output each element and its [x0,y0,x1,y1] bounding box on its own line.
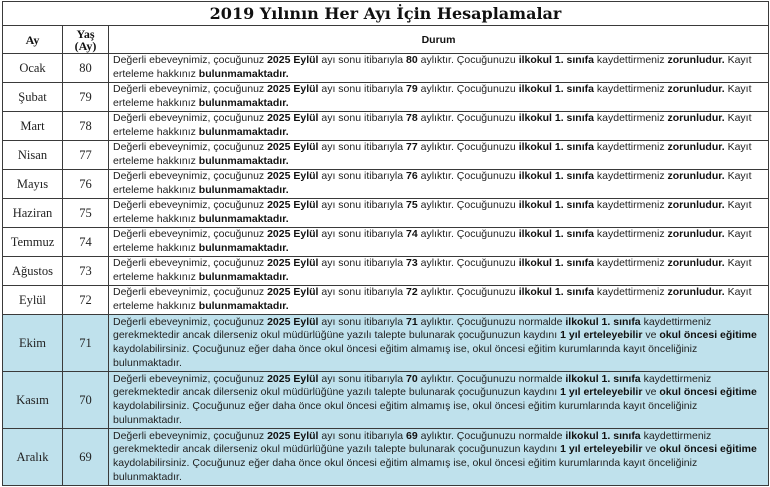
status-text-part: Değerli ebeveynimiz, çocuğunuz [113,315,268,328]
status-cell [109,315,769,372]
month-cell: Aralık [3,429,63,486]
status-text-part: ayı sonu itibarıyla [318,54,407,67]
status-text-part: ilkokul 1. sınıfa [518,170,594,183]
status-text-part: 2025 Eylül [267,372,319,385]
status-text-part: Değerli ebeveynimiz, çocuğunuz [113,112,268,125]
status-text-part: 1 yıl erteleyebilir [560,386,643,399]
status-text-part: ilkokul 1. sınıfa [518,199,594,212]
status-text-part: Değerli ebeveynimiz, çocuğunuz [113,429,268,442]
column-header-month: Ay [3,26,63,54]
column-header-age-line1: Yaş [76,26,95,41]
status-text-part: 2025 Eylül [267,112,319,125]
status-text-part: Kayıt erteleme hakkınız [113,54,752,80]
status-text-part: Değerli ebeveynimiz, çocuğunuz [113,83,268,96]
status-text-part: kaydolabilirsiniz. Çocuğunuz eğer daha önce okul öncesi eğitim almamış ise, okul öncesi eğitim kurumlarında kayıt önceliğiniz bulunmaktadır. [113,343,698,369]
status-text-part: ve [642,329,660,342]
status-text-part: aylıktır. Çocuğunuzu [417,286,519,299]
status-text-part: Kayıt erteleme hakkınız [113,170,752,196]
status-text-part: aylıktır. Çocuğunuzu [417,199,519,212]
status-text-part: aylıktır. Çocuğunuzu [417,54,519,67]
table-row [3,112,769,141]
month-cell: Mayıs [3,170,63,199]
status-text-part: zorunludur. [667,54,725,67]
age-cell: 72 [63,286,109,315]
status-text-part: ayı sonu itibarıyla [318,228,407,241]
status-age-value: 70 [406,372,418,385]
status-age-value: 78 [406,112,418,125]
status-age-value: 72 [406,286,418,299]
status-text-part: Kayıt erteleme hakkınız [113,112,752,138]
age-cell: 70 [63,372,109,429]
table-row [3,429,769,486]
status-text-part: ayı sonu itibarıyla [318,372,407,385]
status-text-part: 2025 Eylül [267,199,319,212]
status-text-part: kaydettirmeniz [593,228,668,241]
status-text-part: ayı sonu itibarıyla [318,199,407,212]
status-cell [109,54,769,83]
table-row [3,141,769,170]
status-text-part: Değerli ebeveynimiz, çocuğunuz [113,54,268,67]
status-text-part: aylıktır. Çocuğunuzu normalde [417,429,566,442]
status-text-part: Değerli ebeveynimiz, çocuğunuz [113,228,268,241]
table-row [3,83,769,112]
status-text-part: bulunmamaktadır. [198,68,289,80]
status-text-part: zorunludur. [667,112,725,125]
status-cell [109,199,769,228]
status-text-part: zorunludur. [667,199,725,212]
status-text-part: kaydettirmeniz [593,54,668,67]
status-text-part: aylıktır. Çocuğunuzu [417,83,519,96]
status-cell [109,170,769,199]
status-cell [109,112,769,141]
status-text-part: kaydolabilirsiniz. Çocuğunuz eğer daha önce okul öncesi eğitim almamış ise, okul öncesi eğitim kurumlarında kayıt önceliğiniz bulunmaktadır. [113,457,698,483]
status-text-part: bulunmamaktadır. [198,126,289,138]
status-text-part: 2025 Eylül [267,83,319,96]
status-text-part: aylıktır. Çocuğunuzu normalde [417,372,566,385]
status-text-part: ayı sonu itibarıyla [318,170,407,183]
table-row [3,54,769,83]
status-age-value: 75 [406,199,418,212]
status-age-value: 80 [406,54,418,67]
status-text-part: zorunludur. [667,170,725,183]
month-cell: Temmuz [3,228,63,257]
status-text-part: 2025 Eylül [267,315,319,328]
status-text-part: kaydettirmeniz gerekmektedir ancak dilerseniz okul müdürlüğüne yazılı talepte bulunarak çocuğunuzun kaydını [113,315,712,342]
status-age-value: 76 [406,170,418,183]
status-text-part: ilkokul 1. sınıfa [518,257,594,270]
status-text-part: zorunludur. [667,286,725,299]
status-text-part: okul öncesi eğitime [659,329,757,342]
status-text-part: bulunmamaktadır. [198,300,289,312]
table-row [3,199,769,228]
status-text-part: kaydettirmeniz [593,141,668,154]
table-title: 2019 Yılının Her Ayı İçin Hesaplamalar [3,2,769,26]
status-text-part: 1 yıl erteleyebilir [560,329,643,342]
status-text-part: Kayıt erteleme hakkınız [113,141,752,167]
status-cell [109,228,769,257]
status-text-part: bulunmamaktadır. [198,155,289,167]
status-text-part: bulunmamaktadır. [198,271,289,283]
age-cell: 76 [63,170,109,199]
status-text-part: bulunmamaktadır. [198,213,289,225]
status-text-part: kaydettirmeniz [593,286,668,299]
status-text-part: Değerli ebeveynimiz, çocuğunuz [113,257,268,270]
status-text-part: ayı sonu itibarıyla [318,257,407,270]
status-text-part: ve [642,386,660,399]
status-age-value: 77 [406,141,418,154]
status-text-part: ayı sonu itibarıyla [318,112,407,125]
status-text-part: 2025 Eylül [267,141,319,154]
status-text-part: ayı sonu itibarıyla [318,141,407,154]
table-row [3,372,769,429]
status-cell [109,141,769,170]
status-text-part: ilkokul 1. sınıfa [518,112,594,125]
age-cell: 78 [63,112,109,141]
status-text-part: aylıktır. Çocuğunuzu [417,170,519,183]
status-text-part: ilkokul 1. sınıfa [518,83,594,96]
status-text-part: aylıktır. Çocuğunuzu [417,257,519,270]
status-text-part: Kayıt erteleme hakkınız [113,228,752,254]
month-cell: Şubat [3,83,63,112]
month-cell: Nisan [3,141,63,170]
status-text-part: aylıktır. Çocuğunuzu [417,141,519,154]
age-cell: 75 [63,199,109,228]
status-age-value: 69 [406,429,418,442]
status-text-part: Değerli ebeveynimiz, çocuğunuz [113,372,268,385]
status-text-part: kaydolabilirsiniz. Çocuğunuz eğer daha önce okul öncesi eğitim almamış ise, okul öncesi eğitim kurumlarında kayıt önceliğiniz bulunmaktadır. [113,400,698,426]
status-text-part: Değerli ebeveynimiz, çocuğunuz [113,286,268,299]
status-text-part: 2025 Eylül [267,429,319,442]
month-cell: Kasım [3,372,63,429]
age-cell: 80 [63,54,109,83]
status-text-part: ilkokul 1. sınıfa [518,228,594,241]
month-cell: Eylül [3,286,63,315]
status-text-part: kaydettirmeniz gerekmektedir ancak dilerseniz okul müdürlüğüne yazılı talepte bulunarak çocuğunuzun kaydını [113,429,712,456]
status-age-value: 79 [406,83,418,96]
header-row [3,26,769,54]
status-text-part: aylıktır. Çocuğunuzu [417,112,519,125]
status-text-part: ayı sonu itibarıyla [318,315,407,328]
age-cell: 77 [63,141,109,170]
status-text-part: zorunludur. [667,228,725,241]
status-text-part: zorunludur. [667,257,725,270]
column-header-status: Durum [109,26,769,54]
month-cell: Ocak [3,54,63,83]
status-text-part: Değerli ebeveynimiz, çocuğunuz [113,170,268,183]
status-text-part: Değerli ebeveynimiz, çocuğunuz [113,141,268,154]
status-text-part: 2025 Eylül [267,286,319,299]
status-text-part: zorunludur. [667,83,725,96]
table-row [3,170,769,199]
age-cell: 71 [63,315,109,372]
age-cell: 74 [63,228,109,257]
status-text-part: kaydettirmeniz [593,199,668,212]
age-cell: 69 [63,429,109,486]
status-text-part: kaydettirmeniz [593,112,668,125]
status-text-part: kaydettirmeniz [593,170,668,183]
status-text-part: kaydettirmeniz [593,257,668,270]
column-header-age [63,26,109,54]
status-text-part: ilkokul 1. sınıfa [565,429,641,442]
month-cell: Ekim [3,315,63,372]
status-text-part: okul öncesi eğitime [659,386,757,399]
status-cell [109,286,769,315]
status-text-part: aylıktır. Çocuğunuzu normalde [417,315,566,328]
age-calculation-table [2,1,769,486]
month-cell: Ağustos [3,257,63,286]
status-text-part: 1 yıl erteleyebilir [560,443,643,456]
status-text-part: okul öncesi eğitime [659,443,757,456]
status-text-part: Kayıt erteleme hakkınız [113,83,752,109]
status-cell [109,429,769,486]
table-row [3,228,769,257]
month-cell: Mart [3,112,63,141]
status-text-part: ayı sonu itibarıyla [318,83,407,96]
status-text-part: Kayıt erteleme hakkınız [113,286,752,312]
calculation-sheet [2,1,768,485]
status-text-part: zorunludur. [667,141,725,154]
status-text-part: bulunmamaktadır. [198,242,289,254]
status-text-part: Değerli ebeveynimiz, çocuğunuz [113,199,268,212]
status-text-part: Kayıt erteleme hakkınız [113,257,752,283]
status-text-part: 2025 Eylül [267,257,319,270]
status-cell [109,372,769,429]
table-row [3,286,769,315]
status-text-part: ilkokul 1. sınıfa [518,54,594,67]
age-cell: 73 [63,257,109,286]
status-text-part: ilkokul 1. sınıfa [518,141,594,154]
status-text-part: ilkokul 1. sınıfa [565,372,641,385]
status-cell [109,257,769,286]
table-row [3,315,769,372]
column-header-age-line2: (Ay) [74,38,97,53]
status-text-part: 2025 Eylül [267,54,319,67]
status-text-part: ve [642,443,660,456]
status-cell [109,83,769,112]
status-text-part: bulunmamaktadır. [198,184,289,196]
status-age-value: 71 [406,315,418,328]
status-text-part: ayı sonu itibarıyla [318,286,407,299]
table-row [3,257,769,286]
status-text-part: 2025 Eylül [267,228,319,241]
status-age-value: 74 [406,228,418,241]
status-text-part: 2025 Eylül [267,170,319,183]
status-text-part: ilkokul 1. sınıfa [518,286,594,299]
status-text-part: bulunmamaktadır. [198,97,289,109]
status-text-part: kaydettirmeniz gerekmektedir ancak dilerseniz okul müdürlüğüne yazılı talepte bulunarak çocuğunuzun kaydını [113,372,712,399]
month-cell: Haziran [3,199,63,228]
age-cell: 79 [63,83,109,112]
status-text-part: aylıktır. Çocuğunuzu [417,228,519,241]
status-text-part: ayı sonu itibarıyla [318,429,407,442]
status-text-part: Kayıt erteleme hakkınız [113,199,752,225]
status-text-part: kaydettirmeniz [593,83,668,96]
status-age-value: 73 [406,257,418,270]
status-text-part: ilkokul 1. sınıfa [565,315,641,328]
